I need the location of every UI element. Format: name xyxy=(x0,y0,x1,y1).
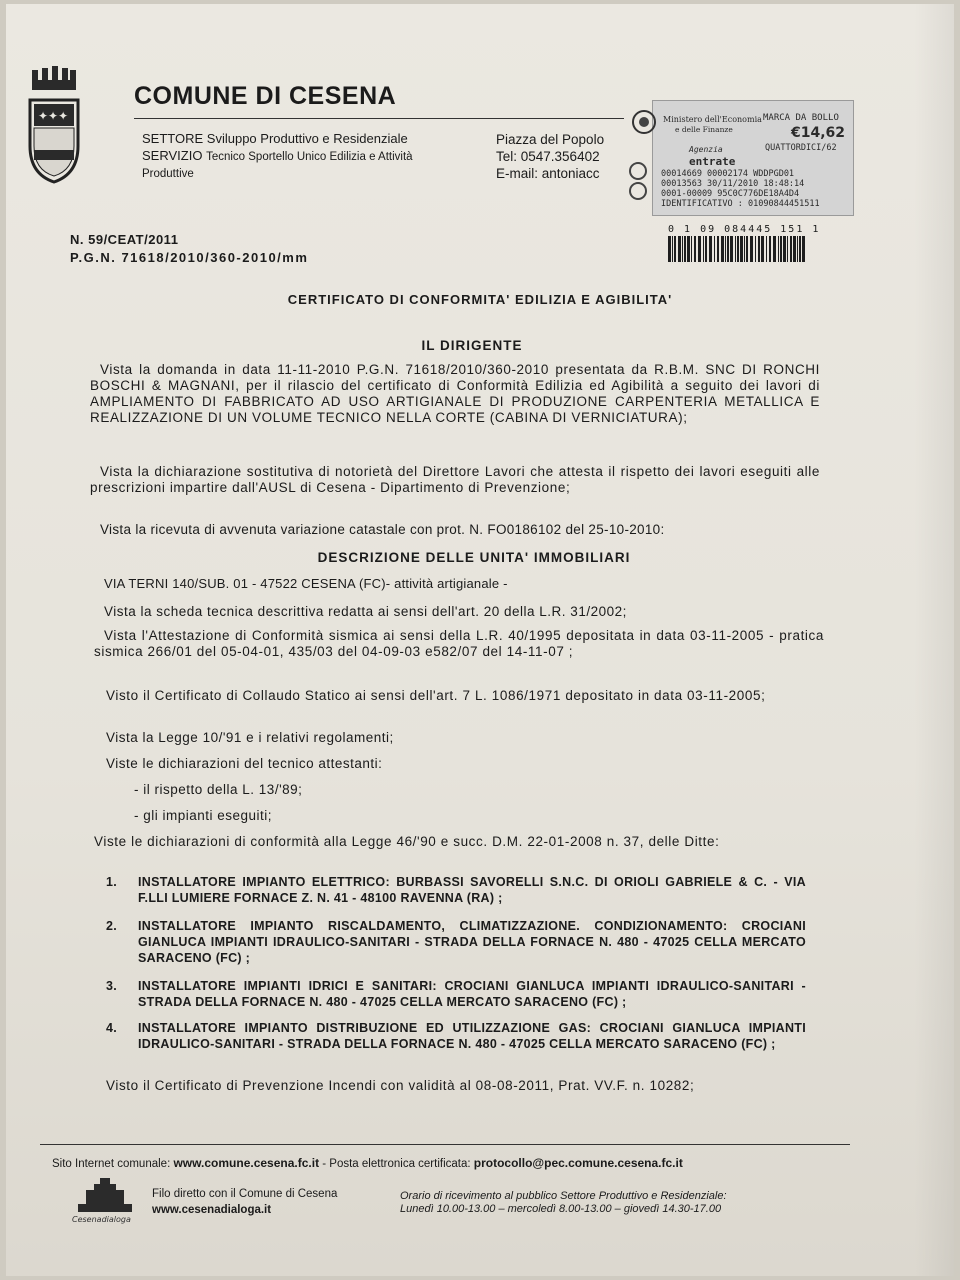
page-title: COMUNE DI CESENA xyxy=(134,82,397,110)
barcode-bar xyxy=(790,236,792,262)
barcode-bar xyxy=(746,236,748,262)
svg-text:✦✦✦: ✦✦✦ xyxy=(38,109,69,123)
stamp-agenzia: Agenzia xyxy=(689,145,723,154)
barcode-bar xyxy=(730,236,733,262)
emblem-icon xyxy=(631,109,657,135)
revenue-stamp xyxy=(652,100,854,216)
barcode-bar xyxy=(755,236,756,262)
barcode-bar xyxy=(750,236,753,262)
title-divider xyxy=(134,118,624,119)
orario-line-2: Lunedì 10.00-13.00 – mercoledì 8.00-13.00 – giovedì 14.30-17.00 xyxy=(400,1203,722,1215)
list-item-number: 2. xyxy=(106,919,118,933)
barcode-bar xyxy=(684,236,686,262)
paragraph-incendi: Visto il Certificato di Prevenzione Incendi con validità al 08-08-2011, Prat. VV.F. n. 10282; xyxy=(106,1078,695,1093)
barcode-bar xyxy=(797,236,798,262)
barcode-bar xyxy=(714,236,715,262)
settore-label: SETTORE xyxy=(142,131,204,146)
document-title: CERTIFICATO DI CONFORMITA' EDILIZIA E AGIBILITA' xyxy=(287,292,673,307)
barcode-bar xyxy=(687,236,690,262)
phone: Tel: 0547.356402 xyxy=(496,149,600,164)
stamp-row-1: 00014669 00002174 WDDPGD01 xyxy=(661,169,795,179)
barcode-bar xyxy=(698,236,701,262)
logo-text: Cesenadialoga xyxy=(72,1215,131,1224)
dirigente-heading: IL DIRIGENTE xyxy=(421,338,523,353)
stamp-ministry: Ministero dell'Economia xyxy=(663,115,762,124)
barcode-bar xyxy=(780,236,782,262)
pec-label: - Posta elettronica certificata: xyxy=(319,1158,471,1170)
barcode-bar xyxy=(787,236,788,262)
stamp-row-3: 0001-00009 95C0C776DE18A4D4 xyxy=(661,189,800,199)
paragraph-sismica: Vista l'Attestazione di Conformità sismica ai sensi della L.R. 40/1995 depositata in data 03-11-2005 - pratica sismica 266/01 del 05-04-01, 435/03 del 04-09-03 e582/07 del 14-11-07 ; xyxy=(94,628,824,659)
paragraph-collaudo: Visto il Certificato di Collaudo Statico ai sensi dell'art. 7 L. 1086/1971 depositato in data 03-11-2005; xyxy=(106,688,766,703)
stamp-value: €14,62 xyxy=(791,125,846,141)
address-unit: VIA TERNI 140/SUB. 01 - 47522 CESENA (FC)- attività artigianale - xyxy=(104,576,508,591)
barcode-bar xyxy=(682,236,683,262)
paragraph-tecnico: Viste le dichiarazioni del tecnico attestanti: xyxy=(106,756,383,771)
barcode-bar xyxy=(793,236,796,262)
barcode-bar xyxy=(799,236,801,262)
bullet-rispetto: - il rispetto della L. 13/'89; xyxy=(134,782,303,797)
barcode-bar xyxy=(725,236,726,262)
page-shadow xyxy=(914,4,954,1276)
barcode-number: 0 1 09 084445 151 1 xyxy=(668,224,821,235)
bullet-impianti: - gli impianti eseguiti; xyxy=(134,808,273,823)
barcode-bar xyxy=(709,236,712,262)
paragraph-conformita: Viste le dichiarazioni di conformità alla Legge 46/'90 e succ. D.M. 22-01-2008 n. 37, delle Ditte: xyxy=(94,834,720,849)
barcode-icon xyxy=(668,236,808,262)
list-item-text: INSTALLATORE IMPIANTO RISCALDAMENTO, CLIMATIZZAZIONE. CONDIZIONAMENTO: CROCIANI GIANLUCA IMPIANTI IDRAULICO-SANITARI - STRADA DELLA FORNACE N. 480 - 47025 CELLA MERCATO SARACENO (FC) ; xyxy=(138,919,806,965)
list-item-number: 1. xyxy=(106,875,118,889)
site-link[interactable]: www.comune.cesena.fc.it xyxy=(173,1156,320,1170)
filo-diretto xyxy=(152,1186,337,1218)
barcode-bar xyxy=(703,236,704,262)
barcode-bar xyxy=(717,236,719,262)
stamp-seal-icon xyxy=(627,161,649,201)
barcode-bar xyxy=(727,236,729,262)
barcode-bar xyxy=(672,236,673,262)
list-item-number: 4. xyxy=(106,1021,118,1035)
paragraph-scheda: Vista la scheda tecnica descrittiva redatta ai sensi dell'art. 20 della L.R. 31/2002; xyxy=(104,604,627,619)
list-item-text: INSTALLATORE IMPIANTI IDRICI E SANITARI: CROCIANI GIANLUCA IMPIANTI IDRAULICO-SANITARI - STRADA DELLA FORNACE N. 480 - 47025 CELLA MERCATO SARACENO (FC) ; xyxy=(138,979,806,1009)
paragraph-dichiarazione: Vista la dichiarazione sostitutiva di notorietà del Direttore Lavori che attesta il rispetto dei lavori eseguiti alle prescrizioni impartire dall'AUSL di Cesena - Dipartimento di Prevenzione; xyxy=(90,464,820,495)
document-page xyxy=(6,4,954,1276)
servizio-text-continued: Produttive xyxy=(142,168,194,180)
email: E-mail: antoniacc xyxy=(496,166,600,181)
stamp-marca: MARCA DA BOLLO xyxy=(763,113,839,123)
barcode-bar xyxy=(735,236,736,262)
address: Piazza del Popolo xyxy=(496,132,605,147)
list-item-text: INSTALLATORE IMPIANTO DISTRIBUZIONE ED UTILIZZAZIONE GAS: CROCIANI GIANLUCA IMPIANTI IDRAULICO-SANITARI - STRADA DELLA FORNACE N. 480 - 47025 CELLA MERCATO SARACENO (FC) ; xyxy=(138,1021,806,1051)
barcode-bar xyxy=(740,236,743,262)
barcode-bar xyxy=(721,236,724,262)
barcode-bar xyxy=(694,236,696,262)
barcode-bar xyxy=(705,236,707,262)
orario-line-1: Orario di ricevimento al pubblico Settore Produttivo e Residenziale: xyxy=(400,1190,727,1202)
department-info xyxy=(142,130,413,183)
barcode-bar xyxy=(758,236,760,262)
barcode-bar xyxy=(674,236,676,262)
pec-link[interactable]: protocollo@pec.comune.cesena.fc.it xyxy=(473,1156,683,1170)
barcode-bar xyxy=(773,236,776,262)
stamp-entrate: entrate xyxy=(689,155,736,168)
barcode-bar xyxy=(778,236,779,262)
site-label: Sito Internet comunale: xyxy=(52,1158,171,1170)
barcode-bar xyxy=(761,236,764,262)
filo-label: Filo diretto con il Comune di Cesena xyxy=(152,1188,338,1200)
barcode-bar xyxy=(783,236,786,262)
servizio-text: Tecnico Sportello Unico Edilizia e Attività xyxy=(206,151,413,163)
barcode-bar xyxy=(737,236,739,262)
filo-link[interactable]: www.cesenadialoga.it xyxy=(152,1204,272,1216)
barcode-bar xyxy=(802,236,805,262)
barcode-bar xyxy=(744,236,745,262)
footer-divider xyxy=(40,1144,850,1145)
barcode-bar xyxy=(678,236,681,262)
settore-text: Sviluppo Produttivo e Residenziale xyxy=(206,131,408,146)
barcode-bar xyxy=(691,236,692,262)
cesenadialoga-logo-icon xyxy=(70,1176,142,1224)
barcode-bar xyxy=(769,236,771,262)
contact-info xyxy=(496,131,618,182)
stamp-row-4: IDENTIFICATIVO : 01090844451511 xyxy=(661,199,820,209)
servizio-label: SERVIZIO xyxy=(142,148,203,163)
stamp-value-words: QUATTORDICI/62 xyxy=(765,143,837,153)
certificate-number: N. 59/CEAT/2011 xyxy=(70,232,179,247)
paragraph-ricevuta: Vista la ricevuta di avvenuta variazione catastale con prot. N. FO0186102 del 25-10-2010: xyxy=(100,522,665,537)
paragraph-legge: Vista la Legge 10/'91 e i relativi regolamenti; xyxy=(106,730,394,745)
footer-contacts xyxy=(52,1156,683,1170)
descrizione-heading: DESCRIZIONE DELLE UNITA' IMMOBILIARI xyxy=(317,550,631,565)
stamp-row-2: 00013563 30/11/2010 18:48:14 xyxy=(661,179,805,189)
stamp-ministry-2: e delle Finanze xyxy=(675,125,733,134)
opening-hours xyxy=(400,1190,727,1216)
list-item-text: INSTALLATORE IMPIANTO ELETTRICO: BURBASSI SAVORELLI S.N.C. DI ORIOLI GABRIELE & C. - VIA F.LLI LUMIERE FORNACE Z. N. 41 - 48100 RAVENNA (RA) ; xyxy=(138,875,806,905)
barcode-bar xyxy=(668,236,671,262)
paragraph-domanda: Vista la domanda in data 11-11-2010 P.G.N. 71618/2010/360-2010 presentata da R.B.M. SNC DI RONCHI BOSCHI & MAGNANI, per il rilascio del certificato di Conformità Edilizia ed Agibilità a seguito dei lavori di AMPLIAMENTO DI FABBRICATO AD USO ARTIGIANALE DI PRODUZIONE CARPENTERIA METALLICA E REALIZZAZIONE DI UN VOLUME TECNICO NELLA CORTE (CABINA DI VERNICIATURA); xyxy=(90,362,820,425)
coat-of-arms-icon xyxy=(26,66,82,186)
list-item-number: 3. xyxy=(106,979,118,993)
pgn-number: P.G.N. 71618/2010/360-2010/mm xyxy=(70,250,309,265)
barcode-bar xyxy=(766,236,767,262)
